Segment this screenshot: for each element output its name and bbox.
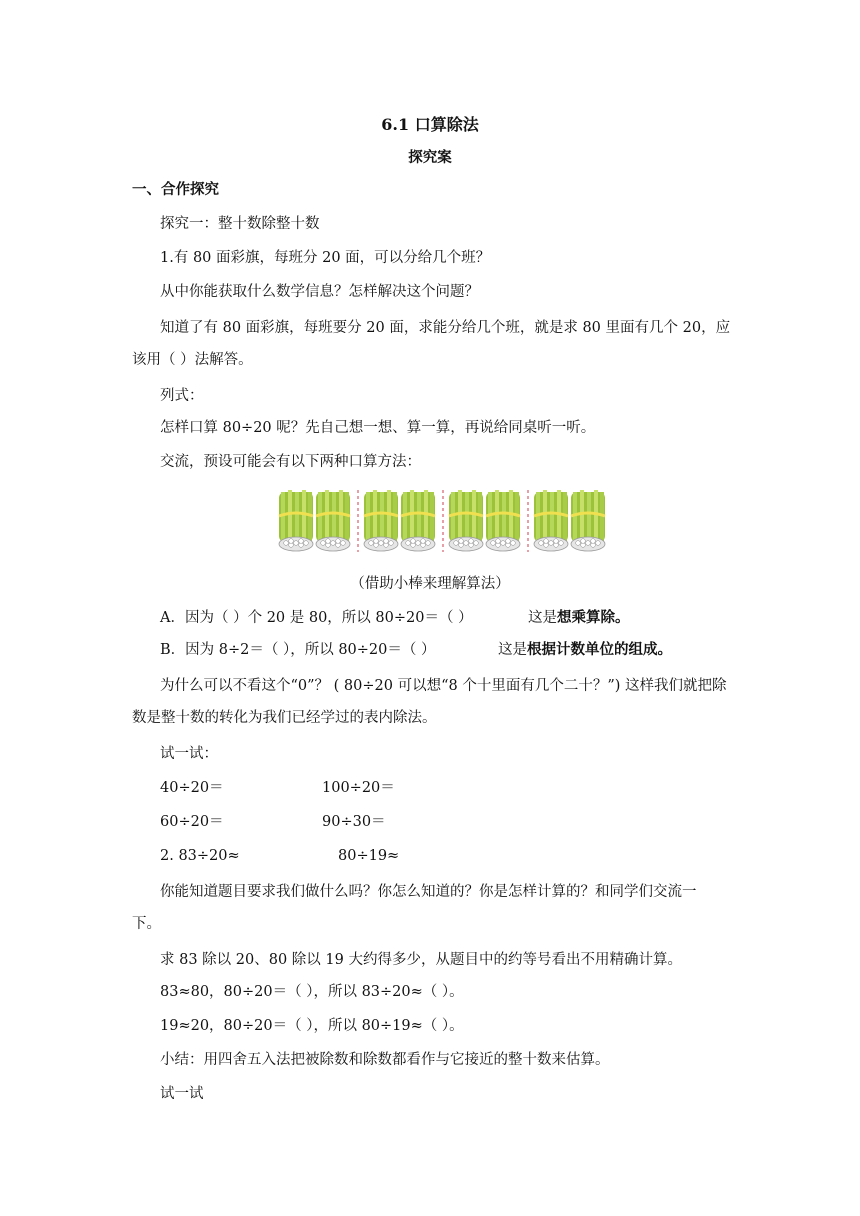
method-b-tail-prefix: 这是	[498, 642, 527, 658]
method-b	[160, 640, 436, 660]
page-subtitle: 探究案	[408, 149, 452, 166]
question-1: 1.有 80 面彩旗，每班分 20 面，可以分给几个班？	[160, 250, 491, 266]
question-1-prompt: 从中你能获取什么数学信息？怎样解决这个问题？	[160, 284, 479, 300]
try1-row-3-left: 2. 83÷20≈	[160, 848, 240, 864]
q2-line-2: 下。	[132, 916, 161, 932]
bundle-group-1	[279, 490, 350, 551]
method-a-tail	[528, 608, 630, 628]
method-a	[160, 608, 473, 628]
page-title: 6.1 口算除法	[381, 115, 479, 134]
method-a-tail-prefix: 这是	[528, 610, 557, 626]
try1-row-2-left: 60÷20＝	[160, 814, 224, 830]
analysis-line-2: 该用（ ）法解答。	[132, 352, 253, 368]
exchange-text: 交流，预设可能会有以下两种口算方法：	[160, 454, 421, 470]
why-line-2: 数是整十数的转化为我们已经学过的表内除法。	[132, 710, 437, 726]
method-b-text: B．因为 8÷2＝（ ），所以 80÷20＝（ ）	[160, 642, 436, 658]
image-caption: （借助小棒来理解算法）	[350, 576, 510, 592]
explore-heading: 探究一：整十数除整十数	[160, 216, 320, 232]
method-a-tail-bold: 想乘算除。	[557, 609, 630, 626]
bundle-group-2	[364, 490, 435, 551]
method-a-text: A．因为（ ）个 20 是 80，所以 80÷20＝（ ）	[160, 610, 473, 626]
formula-label: 列式：	[160, 388, 204, 404]
try1-row-2-right: 90÷30＝	[322, 814, 386, 830]
bundle-group-4	[534, 490, 605, 551]
bundle-group-3	[449, 490, 520, 551]
oral-calc-prompt: 怎样口算 80÷20 呢？先自己想一想、算一算，再说给同桌听一听。	[160, 420, 596, 436]
q2-line-1: 你能知道题目要求我们做什么吗？你怎么知道的？你是怎样计算的？和同学们交流一	[160, 884, 697, 900]
try1-row-1-right: 100÷20＝	[322, 780, 395, 796]
method-b-tail-bold: 根据计数单位的组成。	[527, 641, 672, 658]
section-heading: 一、合作探究	[132, 181, 219, 198]
estimate-1: 83≈80，80÷20＝（ ），所以 83÷20≈（ ）。	[160, 984, 464, 1000]
q2-explain: 求 83 除以 20、80 除以 19 大约得多少，从题目中的约等号看出不用精确计算。	[160, 952, 682, 968]
analysis-line-1: 知道了有 80 面彩旗，每班要分 20 面，求能分给几个班，就是求 80 里面有几个 20，应	[160, 320, 731, 336]
try1-row-1-left: 40÷20＝	[160, 780, 224, 796]
try1-row-3-right: 80÷19≈	[338, 848, 400, 864]
estimate-2: 19≈20，80÷20＝（ ），所以 80÷19≈（ ）。	[160, 1018, 464, 1034]
try1-label: 试一试：	[160, 746, 218, 762]
why-line-1: 为什么可以不看这个“0”？ ( 80÷20 可以想“8 个十里面有几个二十？”) 这样我们就把除	[160, 678, 727, 694]
summary: 小结：用四舍五入法把被除数和除数都看作与它接近的整十数来估算。	[160, 1052, 610, 1068]
method-b-tail	[498, 640, 672, 660]
try2-label: 试一试	[160, 1086, 204, 1102]
